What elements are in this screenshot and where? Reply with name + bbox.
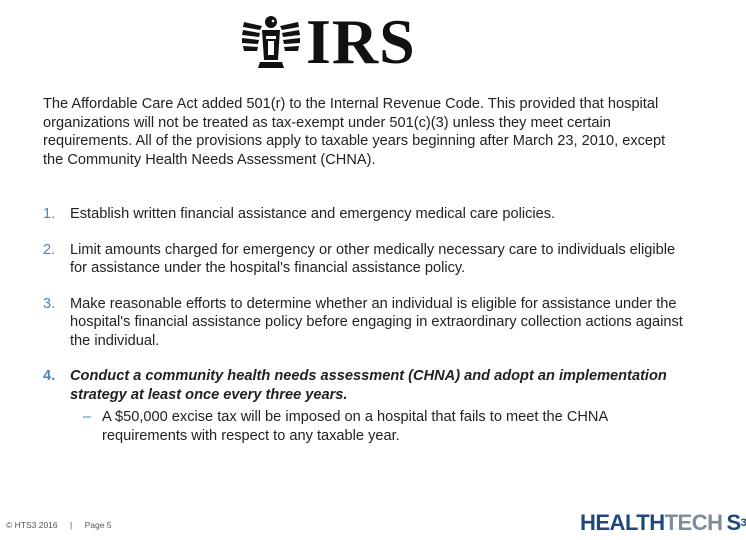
footer-page-number: Page 5 [84,520,112,530]
list-number: 1. [43,206,56,222]
list-item [43,205,693,224]
list-item-highlighted [43,367,693,404]
sub-item [83,408,682,445]
list-number: 3. [43,295,56,312]
intro-paragraph: The Affordable Care Act added 501(r) to the Internal Revenue Code. This provided that hospital organizations will not be treated as tax-exempt under 501(c)(3) unless they meet certain requirements. All of the provisions apply to taxable years beginning after March 23, 2010, except the Community Health Needs Assessment (CHNA). [43,96,666,168]
list-item [43,295,693,351]
footer-separator: | [70,520,73,530]
list-item-text: Limit amounts charged for emergency or other medically necessary care to individuals eligible for assistance under the hospital's financial assistance policy. [70,241,676,276]
sub-item-text: A $50,000 excise tax will be imposed on a hospital that fails to meet the CHNA requirements with respect to any taxable year. [102,409,608,444]
brand-tech: TECH [664,510,723,535]
irs-logo-text: IRS [306,6,416,77]
footer [6,520,122,530]
footer-copyright: © HTS3 2016 [6,520,58,530]
list-number: 2. [43,241,56,258]
irs-logo [240,6,416,77]
list-number: 4. [43,368,56,384]
sub-item-dash: – [83,409,92,425]
list-item-text: Make reasonable efforts to determine whether an individual is eligible for assistance under the hospital's financial assistance policy before engaging in extraordinary collection actions against the individual. [70,295,683,349]
requirements-list [43,205,693,404]
eagle-emblem-icon [240,12,302,72]
list-item-text: Conduct a community health needs assessment (CHNA) and adopt an implementation strategy at least once every three years. [70,368,667,403]
brand-superscript: 3 [740,517,746,529]
list-item [43,241,693,278]
healthtech-s3-logo [580,510,746,536]
brand-health: HEALTH [580,510,665,535]
brand-s: S [726,510,741,535]
list-item-text: Establish written financial assistance and emergency medical care policies. [70,206,556,222]
